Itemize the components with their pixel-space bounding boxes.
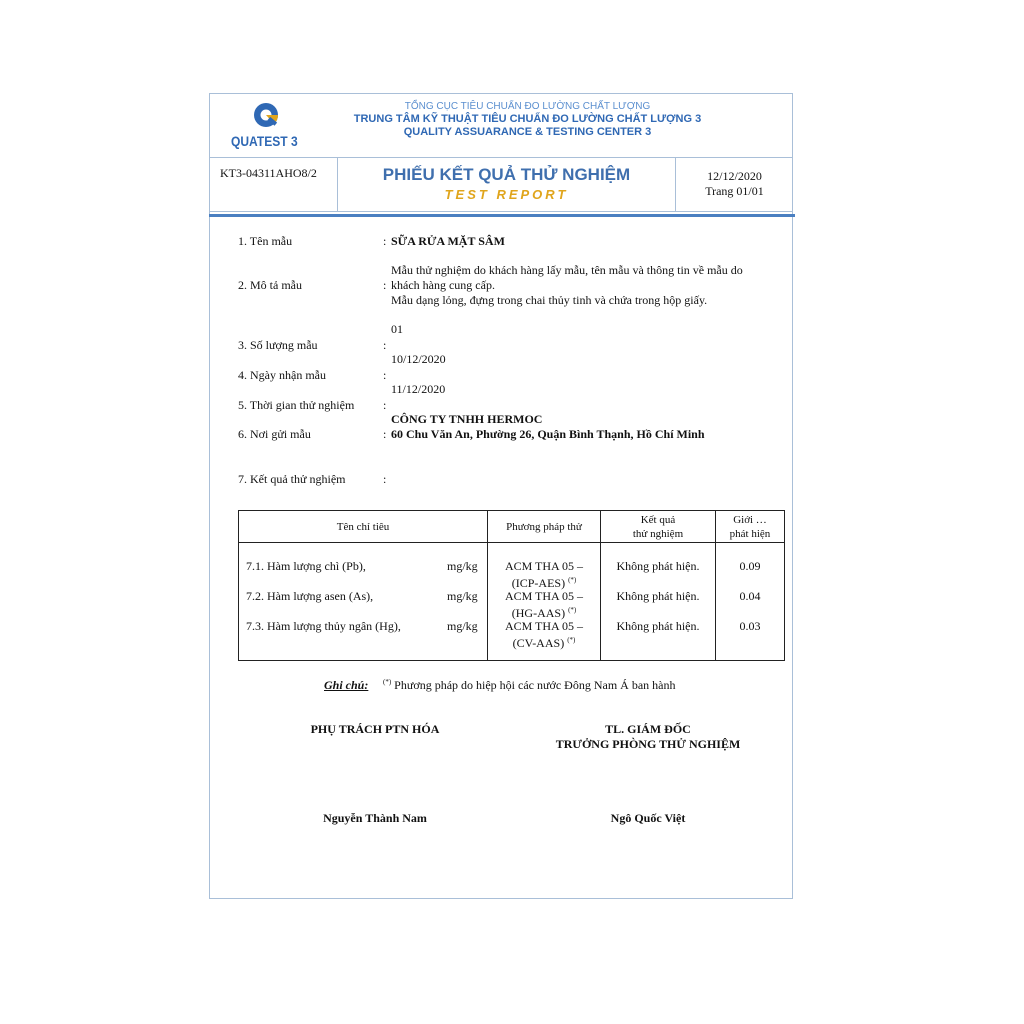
row-method-line-2 xyxy=(488,633,600,650)
right-signatory-title-2: TRƯỞNG PHÒNG THỬ NGHIỆM xyxy=(555,737,741,751)
row-method xyxy=(488,619,600,650)
colon: : xyxy=(383,427,387,441)
row-method xyxy=(488,589,600,620)
results-table xyxy=(238,510,785,661)
test-time-value: 11/12/2020 xyxy=(391,382,446,396)
header-result-line-1: Kết quả xyxy=(640,514,676,526)
row-method-name: (HG-AAS) xyxy=(511,606,566,620)
note-body: Phương pháp do hiệp hội các nước Đông Nam Á ban hành xyxy=(394,678,676,692)
org-line-3: QUALITY ASSUARANCE & TESTING CENTER 3 xyxy=(403,126,652,138)
header-method: Phương pháp thử xyxy=(506,521,582,533)
sample-name-value: SỮA RỬA MẶT SÂM xyxy=(391,234,505,248)
org-line-1: TỔNG CỤC TIÊU CHUẨN ĐO LƯỜNG CHẤT LƯỢNG xyxy=(404,101,651,112)
row-method-line-1: ACM THA 05 – xyxy=(504,559,584,573)
header-limit xyxy=(716,513,784,541)
row-method-mark: (*) xyxy=(568,606,577,614)
sender-address: 60 Chu Văn An, Phường 26, Quận Bình Thạnh, Hồ Chí Minh xyxy=(391,427,705,441)
colon: : xyxy=(383,398,387,412)
report-date: 12/12/2020 xyxy=(707,169,762,183)
sender-label: 6. Nơi gửi mẫu xyxy=(238,427,311,441)
row-method-name: (ICP-AES) xyxy=(511,576,566,590)
report-subtitle: TEST REPORT xyxy=(444,187,569,202)
sample-desc-line-1: Mẫu thử nghiệm do khách hàng lấy mẫu, tên mẫu và thông tin về mẫu do xyxy=(391,263,743,277)
colon: : xyxy=(383,278,387,292)
header-result-line-2: thử nghiệm xyxy=(632,528,684,540)
right-signatory-title-1: TL. GIÁM ĐỐC xyxy=(605,722,691,736)
sample-qty-value: 01 xyxy=(391,322,403,336)
left-signatory-title: PHỤ TRÁCH PTN HÓA xyxy=(310,722,440,736)
test-result-label: 7. Kết quả thử nghiệm xyxy=(238,472,346,486)
report-code: KT3-04311AHO8/2 xyxy=(220,166,317,180)
sample-qty-label: 3. Số lượng mẫu xyxy=(238,338,318,352)
page-number: Trang 01/01 xyxy=(705,184,764,198)
row-limit: 0.09 xyxy=(739,559,761,573)
org-line-2: TRUNG TÂM KỸ THUẬT TIÊU CHUẨN ĐO LƯỜNG CHẤT LƯỢNG 3 xyxy=(353,113,702,125)
table-header-divider xyxy=(239,542,784,543)
row-unit: mg/kg xyxy=(447,619,478,633)
row-indicator-name: 7.2. Hàm lượng asen (As), xyxy=(246,589,374,603)
row-unit: mg/kg xyxy=(447,589,478,603)
row-method-mark: (*) xyxy=(567,636,576,644)
row-method xyxy=(488,559,600,590)
note-text xyxy=(383,678,675,693)
row-result: Không phát hiện. xyxy=(616,589,700,603)
row-method-line-1: ACM THA 05 – xyxy=(504,619,584,633)
title-divider-thin xyxy=(209,211,793,212)
note-label: Ghi chú: xyxy=(324,678,369,692)
row-method-line-2 xyxy=(488,603,600,620)
sample-desc-label: 2. Mô tả mẫu xyxy=(238,278,302,292)
row-result: Không phát hiện. xyxy=(616,559,700,573)
quatest-logo xyxy=(229,98,301,152)
title-divider-bold xyxy=(209,214,795,217)
colon: : xyxy=(383,234,387,248)
sender-name: CÔNG TY TNHH HERMOC xyxy=(391,412,543,426)
colon: : xyxy=(383,338,387,352)
header-indicator: Tên chỉ tiêu xyxy=(336,521,390,533)
row-method-line-2 xyxy=(488,573,600,590)
row-method-line-1: ACM THA 05 – xyxy=(504,589,584,603)
header-limit-line-2: phát hiện xyxy=(729,528,771,540)
colon: : xyxy=(383,472,387,486)
header-limit-line-1: Giới … xyxy=(733,514,767,526)
row-limit: 0.04 xyxy=(739,589,761,603)
row-method-name: (CV-AAS) xyxy=(512,636,565,650)
row-indicator-name: 7.1. Hàm lượng chì (Pb), xyxy=(246,559,366,573)
test-time-label: 5. Thời gian thử nghiệm xyxy=(238,398,355,412)
sample-name-label: 1. Tên mẫu xyxy=(238,234,293,248)
row-method-mark: (*) xyxy=(568,576,577,584)
row-unit: mg/kg xyxy=(447,559,478,573)
right-signatory-name: Ngô Quốc Việt xyxy=(610,811,686,825)
left-signatory-name: Nguyễn Thành Nam xyxy=(323,811,427,825)
logo-text: QUATEST 3 xyxy=(231,133,298,149)
row-result: Không phát hiện. xyxy=(616,619,700,633)
report-title: PHIẾU KẾT QUẢ THỬ NGHIỆM xyxy=(382,165,631,184)
header-divider xyxy=(209,157,793,158)
received-date-label: 4. Ngày nhận mẫu xyxy=(238,368,326,382)
row-limit: 0.03 xyxy=(739,619,761,633)
colon: : xyxy=(383,368,387,382)
sample-desc-line-3: Mẫu dạng lỏng, đựng trong chai thủy tinh và chứa trong hộp giấy. xyxy=(391,293,708,307)
row-indicator-name: 7.3. Hàm lượng thủy ngân (Hg), xyxy=(246,619,401,633)
note-mark: (*) xyxy=(383,678,392,686)
header-result xyxy=(601,513,715,541)
sample-desc-line-2: khách hàng cung cấp. xyxy=(391,278,495,292)
received-date-value: 10/12/2020 xyxy=(391,352,446,366)
